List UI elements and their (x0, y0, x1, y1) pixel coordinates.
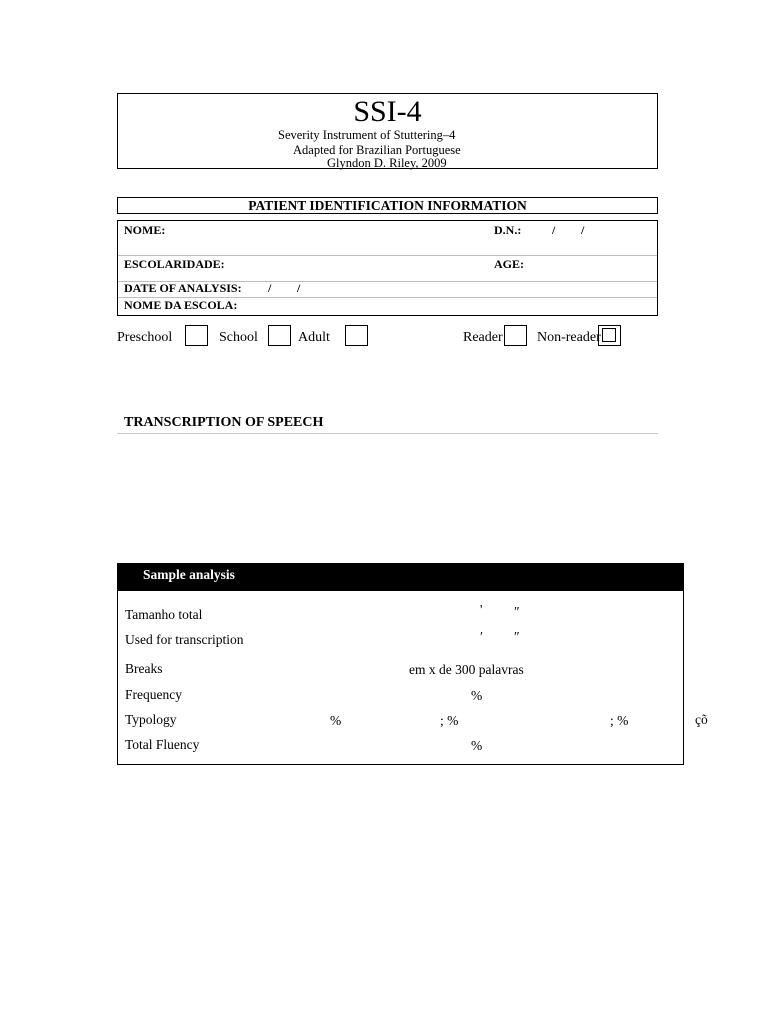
analysis-date-separator: / (297, 281, 301, 295)
non-reader-checkbox[interactable] (598, 325, 621, 346)
patient-identification-heading: PATIENT IDENTIFICATION INFORMATION (117, 197, 658, 214)
adult-checkbox[interactable] (345, 325, 368, 346)
form-title: SSI-4 (353, 95, 422, 128)
used-for-transcription-label: Used for transcription (125, 632, 244, 647)
breaks-value: em x de 300 palavras (409, 662, 524, 677)
sample-analysis-heading: Sample analysis (143, 567, 235, 582)
dn-field-label: D.N.: (494, 223, 522, 237)
breaks-label: Breaks (125, 661, 163, 676)
form-subtitle-author: Glyndon D. Riley, 2009 (327, 156, 447, 170)
transcription-divider (117, 433, 658, 434)
transcription-heading: TRANSCRIPTION OF SPEECH (124, 415, 324, 430)
dn-date-separator: / (552, 223, 556, 237)
analysis-date-separator: / (268, 281, 272, 295)
form-subtitle-adaptation: Adapted for Brazilian Portuguese (293, 143, 461, 157)
divider (118, 255, 657, 256)
transcription-minutes-mark: ′ (480, 629, 483, 644)
frequency-label: Frequency (125, 687, 182, 702)
total-fluency-label: Total Fluency (125, 737, 200, 752)
date-of-analysis-label: DATE OF ANALYSIS: (124, 281, 242, 295)
reader-checkbox[interactable] (504, 325, 527, 346)
escolaridade-field-label: ESCOLARIDADE: (124, 257, 225, 271)
school-option-label: School (219, 330, 258, 345)
age-field-label: AGE: (494, 257, 524, 271)
sample-analysis-header-bar (118, 564, 683, 591)
total-fluency-value: % (471, 738, 483, 753)
typology-value-1: % (330, 713, 342, 728)
typology-value-4: çõ (695, 712, 708, 727)
frequency-value: % (471, 688, 483, 703)
checkbox-inner-square-icon (602, 328, 616, 342)
school-checkbox[interactable] (268, 325, 291, 346)
transcription-seconds-mark: ″ (514, 629, 520, 644)
preschool-checkbox[interactable] (185, 325, 208, 346)
form-header-box (117, 93, 658, 169)
non-reader-option-label: Non-reader (537, 330, 601, 345)
reader-option-label: Reader (463, 330, 503, 345)
sample-analysis-table (117, 563, 684, 765)
adult-option-label: Adult (298, 330, 330, 345)
tamanho-total-label: Tamanho total (125, 607, 203, 622)
nome-field-label: NOME: (124, 223, 166, 237)
typology-value-2: ; % (440, 713, 459, 728)
typology-label: Typology (125, 712, 177, 727)
dn-date-separator: / (581, 223, 585, 237)
preschool-option-label: Preschool (117, 330, 173, 345)
form-subtitle-instrument: Severity Instrument of Stuttering–4 (278, 128, 456, 142)
patient-identification-box (117, 220, 658, 316)
tamanho-total-seconds-mark: ″ (514, 604, 520, 619)
nome-da-escola-label: NOME DA ESCOLA: (124, 298, 238, 312)
tamanho-total-minutes-mark: ' (480, 602, 483, 617)
typology-value-3: ; % (610, 713, 629, 728)
